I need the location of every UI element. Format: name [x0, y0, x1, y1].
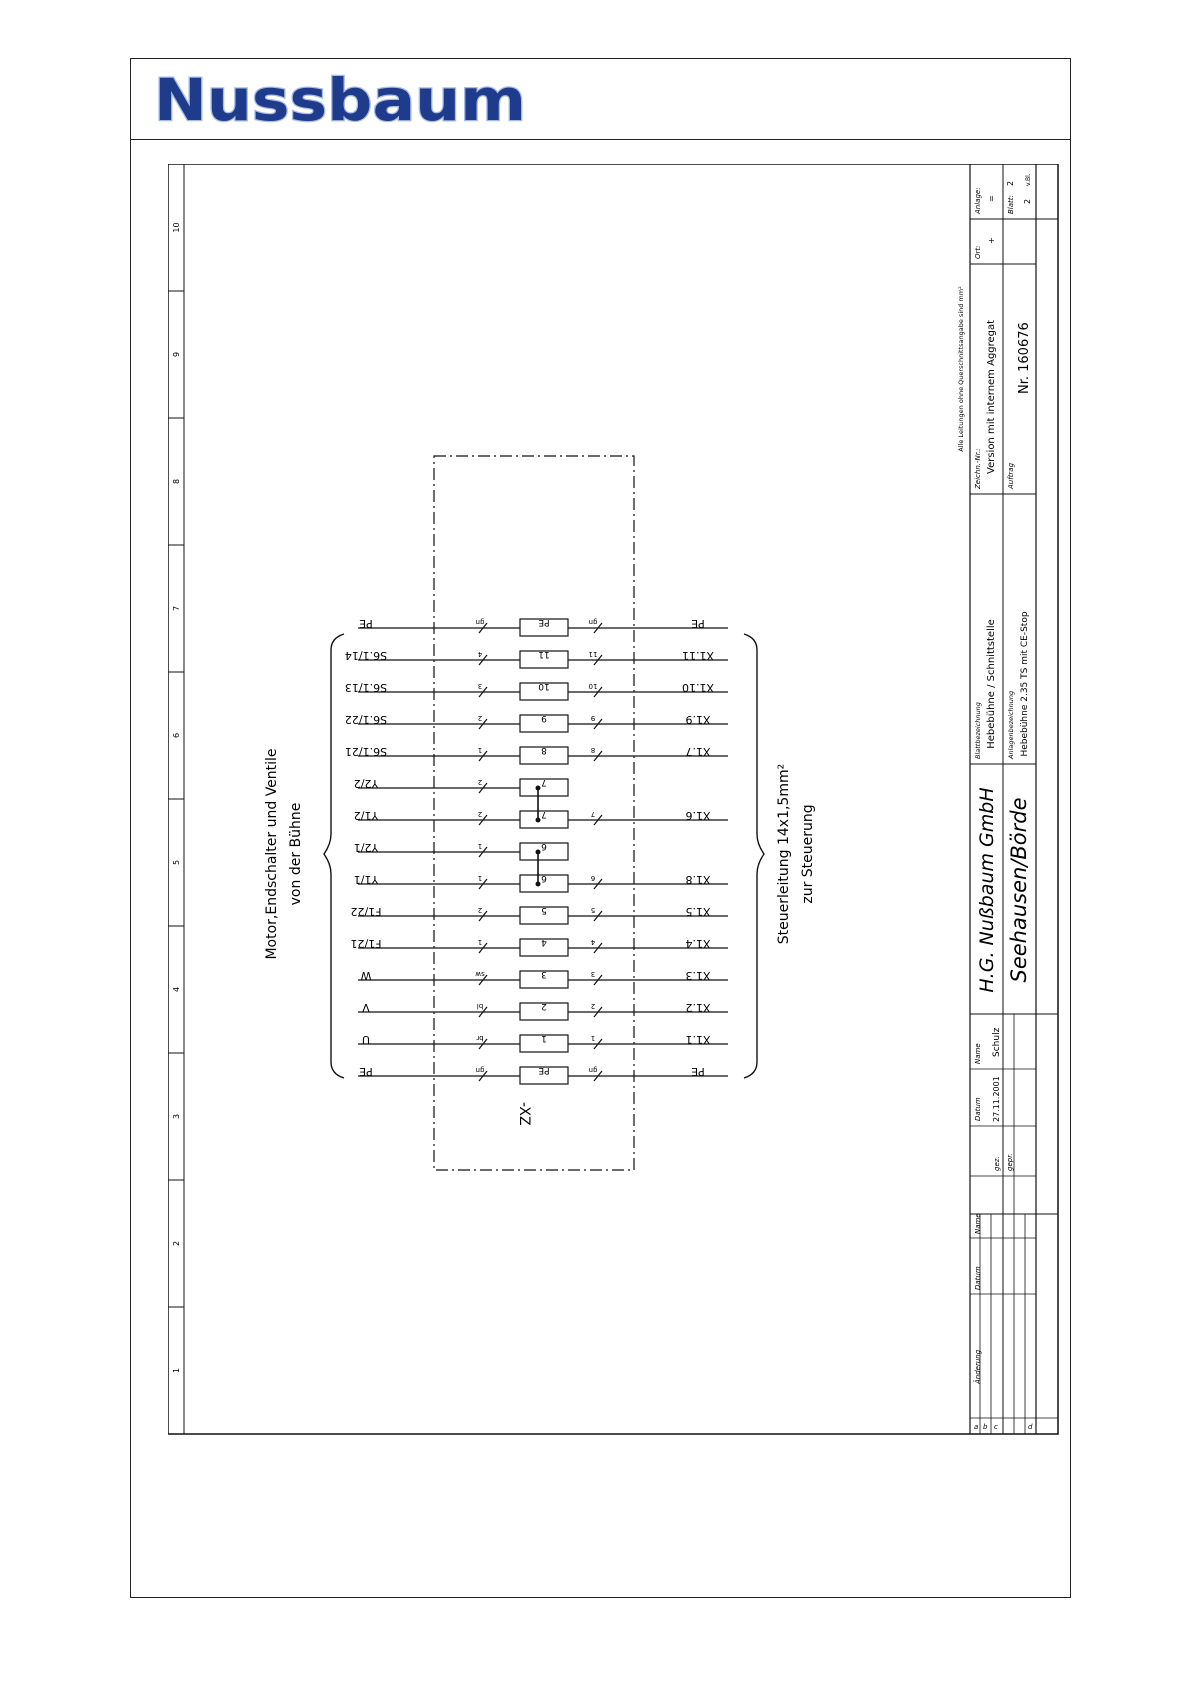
ruler-number: 3	[172, 1113, 181, 1120]
ruler-number: 10	[172, 222, 181, 233]
right-wire-number: 8	[590, 746, 596, 754]
terminal-number: 10	[538, 681, 550, 691]
strip-label: -XZ	[516, 1102, 532, 1126]
right-wire-number: 7	[590, 810, 596, 818]
left-signal-label: Y2/2	[353, 777, 379, 790]
tb-auftrag-label: Auftrag	[1007, 462, 1015, 489]
nussbaum-logo	[152, 72, 532, 128]
tb-ort-label: Ort:	[974, 245, 982, 259]
ruler-number: 9	[172, 351, 181, 358]
left-signal-label: S6.1/22	[344, 713, 388, 726]
terminal-row	[358, 1001, 728, 1020]
right-signal-label: X1.8	[685, 873, 711, 886]
terminal-number: 4	[541, 937, 547, 947]
left-signal-label: F1/22	[350, 905, 382, 918]
left-signal-label: Y2/1	[353, 841, 379, 854]
tb-note: Alle Leitungen ohne Querschnittsangabe sind mm²	[957, 286, 965, 452]
tb-datum-label: Datum	[974, 1097, 982, 1121]
tb-zeichen-nr-value: Version mit internem Aggregat	[986, 319, 997, 474]
terminal-number: 7	[541, 777, 547, 787]
terminal-number: 9	[541, 713, 547, 723]
header-divider	[130, 139, 1071, 140]
right-wire-number: 6	[590, 874, 596, 882]
terminal-number: 1	[541, 1033, 547, 1043]
right-wire-number: 9	[590, 714, 596, 722]
ruler-number: 2	[172, 1240, 181, 1247]
tb-zeichen-nr-label: Zeichn.-Nr.:	[974, 448, 982, 489]
left-wire-number: 4	[477, 650, 483, 658]
right-signal-label: X1.9	[685, 713, 711, 726]
tb-anlage-label: Anlage:	[974, 187, 982, 214]
terminal-row	[354, 873, 728, 892]
right-label-line2: zur Steuerung	[800, 804, 816, 904]
right-wire-number: 10	[588, 682, 598, 690]
left-signal-label: PE	[359, 1065, 373, 1078]
terminal-number: 6	[541, 873, 547, 883]
ruler-number: 5	[172, 859, 181, 866]
tb-blatt-total-suffix: v.Bl.	[1025, 173, 1032, 186]
terminal-number: 8	[541, 745, 547, 755]
tb-name-label: Name	[974, 1043, 982, 1064]
tb-rev-d: d	[1028, 1423, 1033, 1431]
terminal-row	[345, 649, 728, 668]
left-signal-label: F1/21	[350, 937, 382, 950]
tb-ort-value: +	[987, 237, 996, 244]
terminal-row	[358, 1065, 728, 1084]
terminal-number: 2	[541, 1001, 547, 1011]
left-wire-number: gn	[475, 618, 485, 626]
left-wire-number: sw	[475, 970, 485, 978]
left-wire-number: 1	[477, 938, 483, 946]
drawing-sheet	[168, 164, 1060, 1440]
logo-text: Nussbaum	[154, 72, 526, 128]
right-wire-number: 3	[590, 970, 596, 978]
right-label-line1: Steuerleitung 14x1,5mm²	[776, 763, 792, 945]
terminal-number: 6	[541, 841, 547, 851]
right-signal-label: X1.11	[681, 649, 715, 662]
tb-datum2-label: Datum	[974, 1266, 982, 1290]
right-wire-number: 1	[590, 1034, 596, 1042]
left-signal-label: S6.1/13	[344, 681, 388, 694]
terminal-row	[350, 905, 728, 924]
left-wire-number: 2	[477, 778, 483, 786]
tb-name2-label: Name	[974, 1213, 982, 1234]
tb-aenderung-label: Änderung	[974, 1349, 982, 1384]
left-wire-number: 1	[477, 746, 483, 754]
terminal-row	[350, 937, 728, 956]
right-wire-number: gn	[588, 1066, 598, 1074]
tb-anlagebez-label: Anlagenbezeichnung	[1007, 690, 1015, 759]
left-signal-label: S6.1/21	[344, 745, 388, 758]
tb-gez-label: gez.	[993, 1156, 1001, 1171]
right-signal-label: X1.7	[685, 745, 711, 758]
tb-blatt-total: 2	[1023, 198, 1032, 204]
left-wire-number: 3	[477, 682, 483, 690]
terminal-row	[354, 777, 568, 796]
left-wire-number: gn	[475, 1066, 485, 1074]
right-wire-number: gn	[588, 618, 598, 626]
right-signal-label: X1.10	[681, 681, 715, 694]
tb-rev-c: c	[994, 1423, 998, 1431]
right-signal-label: X1.1	[685, 1033, 711, 1046]
tb-city: Seehausen/Börde	[1007, 797, 1031, 983]
left-wire-number: 2	[477, 906, 483, 914]
right-signal-label: X1.5	[685, 905, 711, 918]
terminal-row	[345, 681, 728, 700]
left-wire-number: 2	[477, 714, 483, 722]
ruler-number: 6	[172, 732, 181, 739]
left-label-line1: Motor,Endschalter und Ventile	[264, 748, 280, 960]
right-wire-number: 4	[590, 938, 596, 946]
left-signal-label: U	[361, 1033, 371, 1046]
tb-name-value: Schulz	[992, 1027, 1002, 1057]
tb-blatt-value: 2	[1006, 180, 1015, 186]
left-wire-number: 1	[477, 842, 483, 850]
tb-company: H.G. Nußbaum GmbH	[976, 787, 998, 993]
terminal-row	[358, 1033, 728, 1052]
right-wire-number: 5	[590, 906, 596, 914]
tb-anlage-value: =	[987, 195, 996, 202]
left-signal-label: S6.1/14	[344, 649, 388, 662]
right-signal-label: X1.4	[685, 937, 711, 950]
terminal-row	[345, 745, 728, 764]
left-signal-label: PE	[359, 617, 373, 630]
right-wire-number: 2	[590, 1002, 596, 1010]
ruler	[168, 222, 184, 1373]
right-signal-label: X1.6	[685, 809, 711, 822]
sheet-border	[168, 164, 1058, 1434]
terminal-number: PE	[538, 617, 550, 627]
terminal-number: 11	[538, 649, 550, 659]
tb-blattbez-label: Blattbezeichnung	[974, 702, 982, 759]
left-signal-label: Y1/1	[353, 873, 379, 886]
left-signal-label: W	[360, 969, 372, 982]
terminal-row	[345, 713, 728, 732]
right-signal-label: PE	[691, 1065, 705, 1078]
tb-anlagebez-value: Hebebühne 2.35 TS mit CE-Stop	[1020, 611, 1030, 757]
terminal-row	[354, 841, 568, 860]
tb-datum-value: 27.11.2001	[992, 1076, 1001, 1122]
left-signal-label: Y1/2	[353, 809, 379, 822]
ruler-number: 1	[172, 1367, 181, 1374]
terminal-number: PE	[538, 1065, 550, 1075]
tb-rev-b: b	[983, 1423, 988, 1431]
left-signal-label: V	[362, 1001, 370, 1014]
left-wire-number: 1	[477, 874, 483, 882]
right-signal-label: PE	[691, 617, 705, 630]
terminal-number: 5	[541, 905, 547, 915]
terminal-row	[358, 969, 728, 988]
right-brace	[744, 634, 764, 1078]
tb-gepr-label: gepr.	[1006, 1153, 1014, 1171]
terminal-row	[354, 809, 728, 828]
left-label-line2: von der Bühne	[288, 802, 304, 906]
right-signal-label: X1.3	[685, 969, 711, 982]
tb-auftrag-value: Nr. 160676	[1017, 322, 1032, 394]
terminal-row	[358, 617, 728, 636]
left-wire-number: 2	[477, 810, 483, 818]
tb-blattbez-value: Hebebühne / Schnittstelle	[986, 619, 997, 749]
left-wire-number: bl	[476, 1002, 484, 1010]
tb-rev-a: a	[974, 1423, 979, 1431]
left-wire-number: br	[476, 1034, 484, 1042]
left-brace	[324, 634, 344, 1078]
right-signal-label: X1.2	[685, 1001, 711, 1014]
tb-blatt-label: Blatt:	[1007, 195, 1015, 214]
ruler-number: 7	[172, 605, 181, 612]
right-wire-number: 11	[588, 650, 598, 658]
ruler-number: 4	[172, 986, 181, 993]
ruler-number: 8	[172, 478, 181, 485]
terminal-number: 3	[541, 969, 547, 979]
terminal-number: 7	[541, 809, 547, 819]
